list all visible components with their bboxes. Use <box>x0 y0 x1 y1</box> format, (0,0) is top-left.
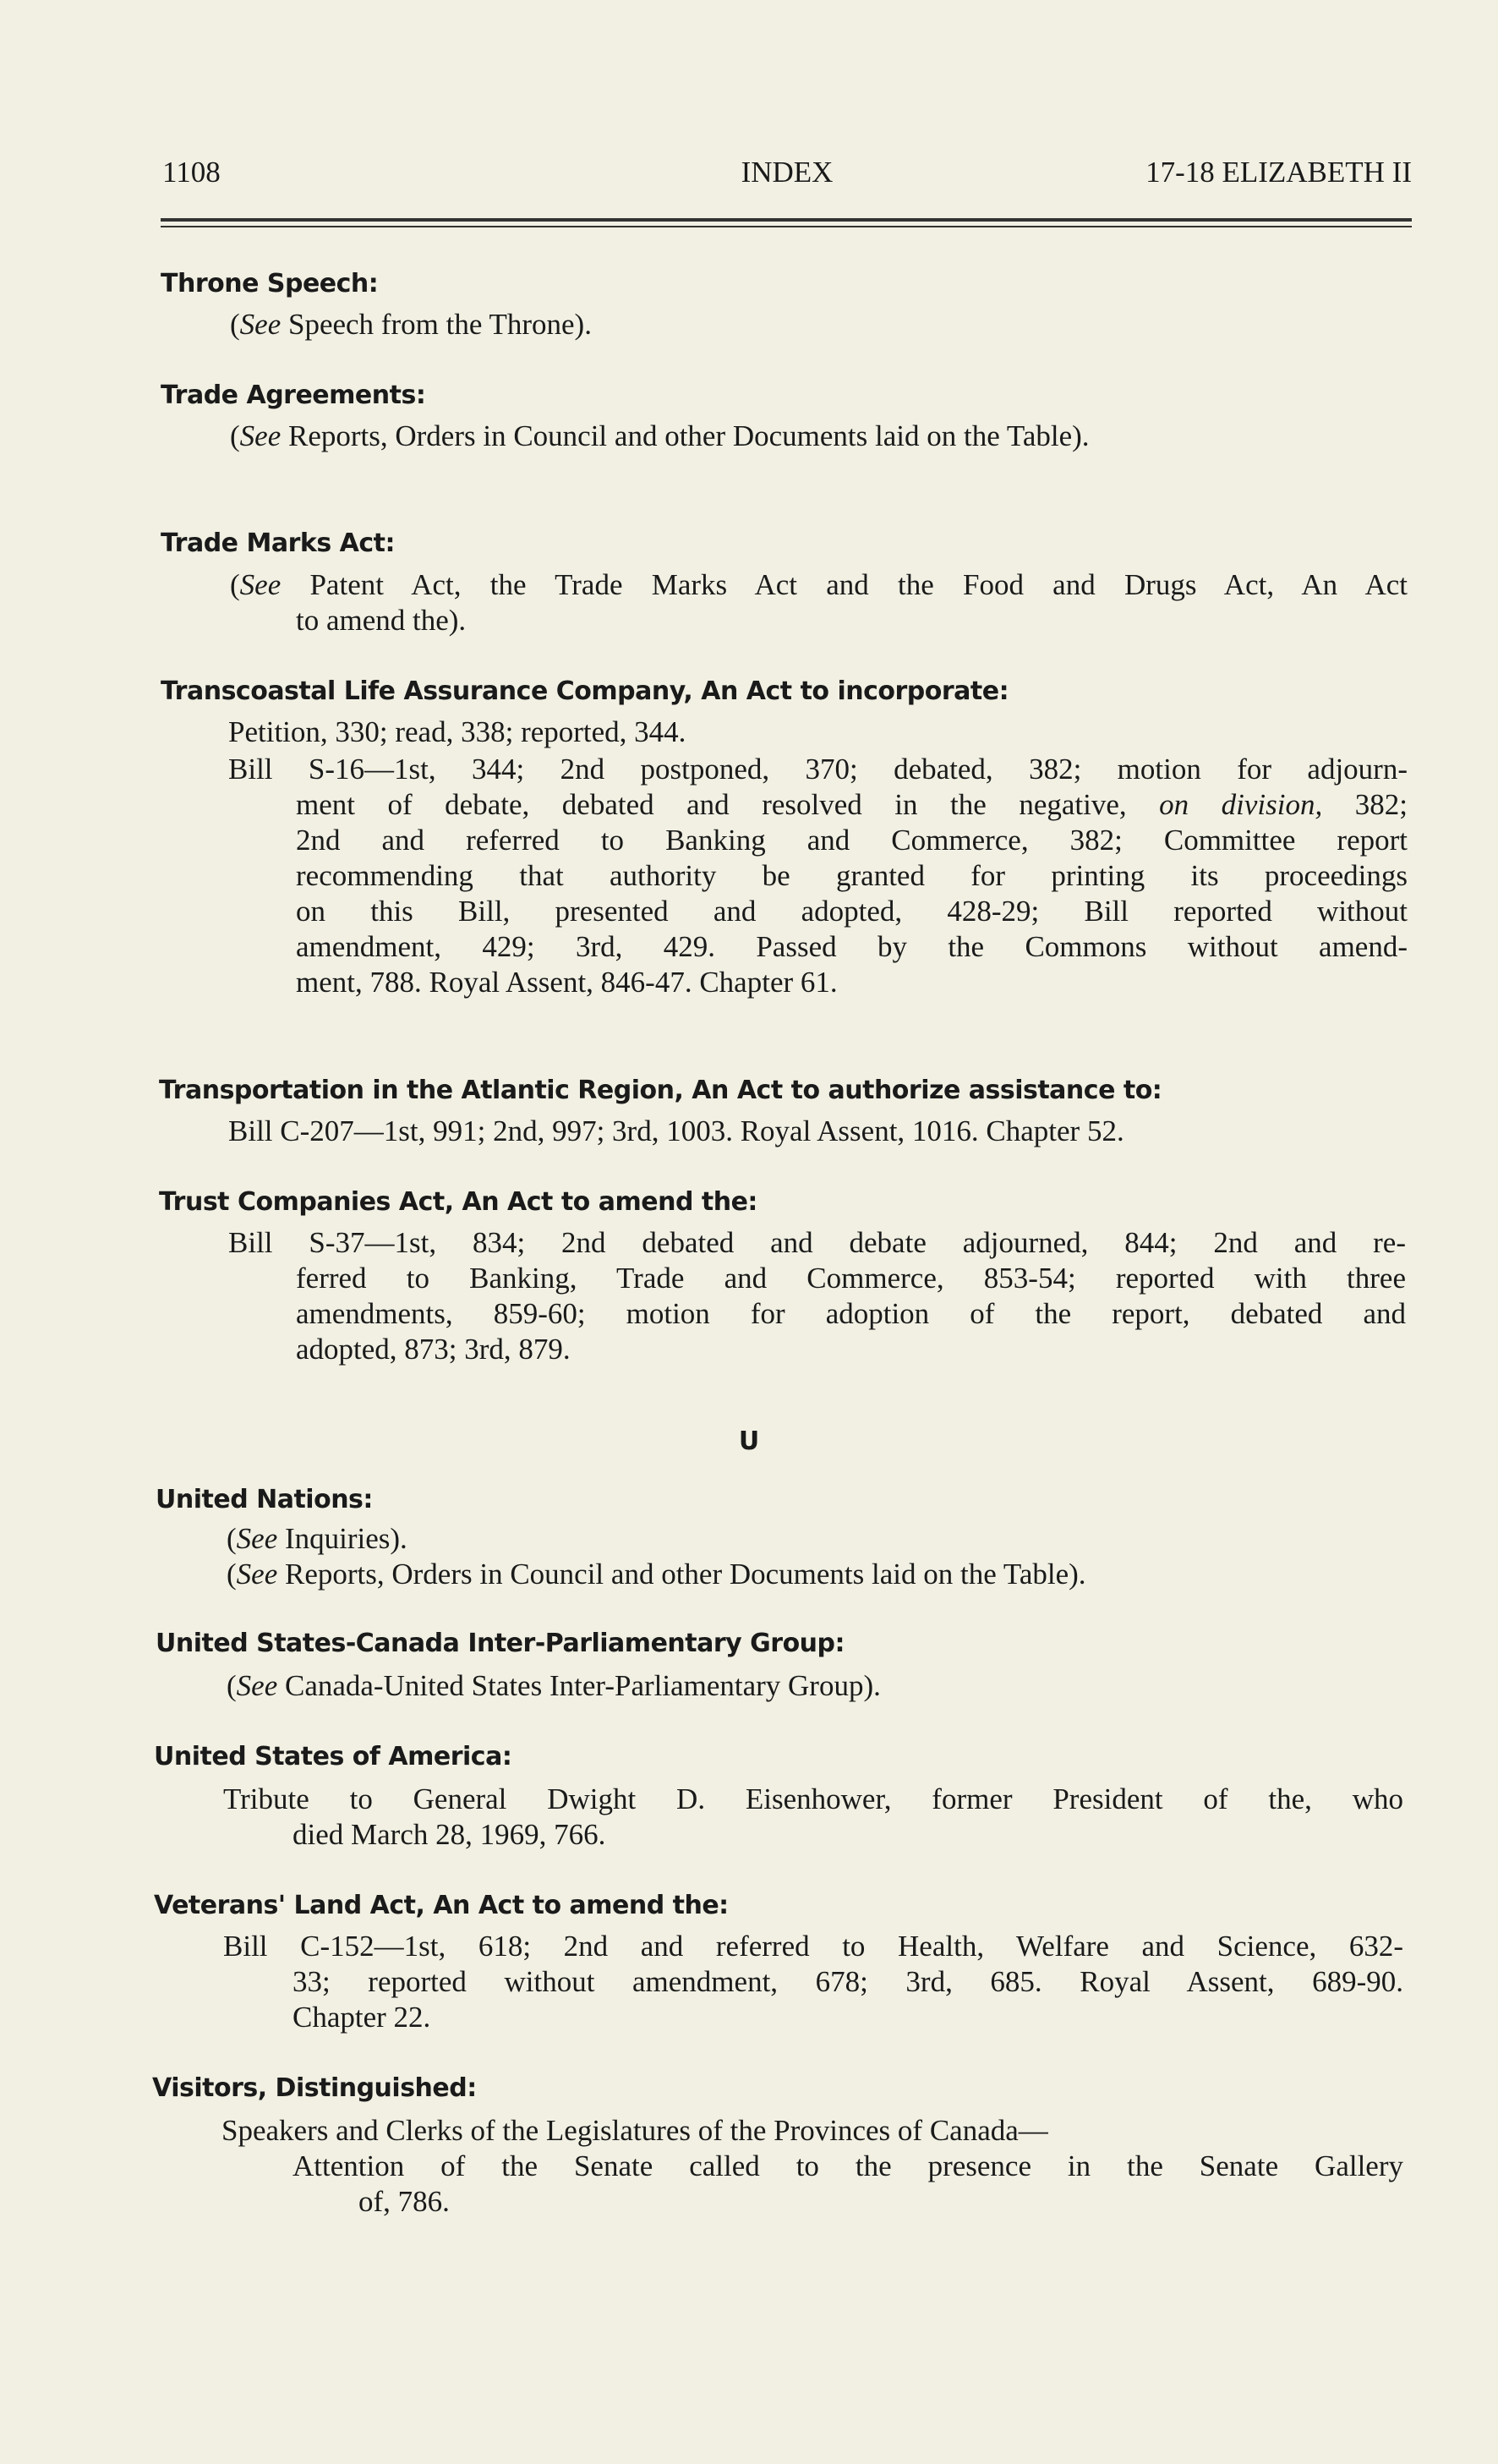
entry-line-text: Canada-United States Inter-Parliamentary Group). <box>277 1669 881 1702</box>
entry-line: amendment, 429; 3rd, 429. Passed by the Commons without amend- <box>296 930 1408 963</box>
entry-line: Speakers and Clerks of the Legislatures of the Provinces of Canada— <box>221 2114 1048 2147</box>
entry-line-text: Inquiries). <box>277 1522 407 1555</box>
header-rule-thin <box>161 226 1412 227</box>
see-label: See <box>236 1522 278 1555</box>
entry-heading: United Nations: <box>156 1485 373 1514</box>
see-label: See <box>236 1558 278 1591</box>
entry-line-text: Reports, Orders in Council and other Documents laid on the Table). <box>277 1558 1086 1591</box>
entry-heading: Trade Marks Act: <box>161 528 395 558</box>
see-label: See <box>239 419 282 452</box>
entry-heading: United States-Canada Inter-Parliamentary Group: <box>156 1629 845 1658</box>
entry-line: Petition, 330; read, 338; reported, 344. <box>228 715 686 748</box>
entry-line: of, 786. <box>358 2185 450 2218</box>
entry-line: Bill S-16—1st, 344; 2nd postponed, 370; debated, 382; motion for adjourn- <box>228 753 1408 786</box>
page-number: 1108 <box>162 156 221 189</box>
entry-heading: Throne Speech: <box>161 269 379 298</box>
entry-line-text: 382; <box>1322 788 1408 821</box>
entry-line-text: Speech from the Throne). <box>281 308 592 341</box>
entry-line: on this Bill, presented and adopted, 428-29; Bill reported without <box>296 895 1408 928</box>
section-letter: U <box>738 1426 760 1456</box>
header-rule-thick <box>161 218 1412 222</box>
entry-line: (See Inquiries). <box>227 1522 407 1555</box>
entry-line: ment, 788. Royal Assent, 846-47. Chapter 61. <box>296 966 838 999</box>
entry-heading: Trade Agreements: <box>161 381 426 410</box>
entry-line-italic: on division, <box>1159 788 1323 821</box>
entry-line: (See Speech from the Throne). <box>230 308 592 341</box>
entry-heading: United States of America: <box>154 1742 512 1771</box>
entry-line: ferred to Banking, Trade and Commerce, 853-54; reported with three <box>296 1262 1406 1295</box>
entry-line: adopted, 873; 3rd, 879. <box>296 1333 571 1366</box>
entry-line: died March 28, 1969, 766. <box>292 1818 606 1851</box>
entry-line-text: ment of debate, debated and resolved in the negative, <box>296 788 1160 821</box>
entry-line: Chapter 22. <box>292 2001 431 2034</box>
entry-line: Tribute to General Dwight D. Eisenhower, former President of the, who <box>223 1782 1403 1815</box>
entry-line: (See Reports, Orders in Council and other Documents laid on the Table). <box>230 419 1090 452</box>
entry-line: to amend the). <box>296 604 467 637</box>
entry-line-text: Reports, Orders in Council and other Documents laid on the Table). <box>281 419 1090 452</box>
volume-title: 17-18 ELIZABETH II <box>1145 156 1412 189</box>
entry-heading: Transcoastal Life Assurance Company, An Act to incorporate: <box>161 676 1009 706</box>
entry-line <box>296 788 1408 822</box>
entry-line: recommending that authority be granted for printing its proceedings <box>296 859 1408 892</box>
entry-heading: Transportation in the Atlantic Region, An Act to authorize assistance to: <box>159 1076 1162 1105</box>
entry-line: Bill C-207—1st, 991; 2nd, 997; 3rd, 1003. Royal Assent, 1016. Chapter 52. <box>228 1114 1124 1147</box>
entry-line: Attention of the Senate called to the presence in the Senate Gallery <box>292 2149 1403 2182</box>
entry-heading: Visitors, Distinguished: <box>152 2073 477 2103</box>
entry-line: (See Canada-United States Inter-Parliamentary Group). <box>227 1669 881 1702</box>
entry-line: Bill S-37—1st, 834; 2nd debated and debate adjourned, 844; 2nd and re- <box>228 1226 1406 1259</box>
entry-line: 2nd and referred to Banking and Commerce, 382; Committee report <box>296 824 1408 857</box>
entry-line: amendments, 859-60; motion for adoption of the report, debated and <box>296 1297 1406 1330</box>
see-label: See <box>236 1669 278 1702</box>
see-label: See <box>239 568 282 601</box>
entry-line-text: Patent Act, the Trade Marks Act and the Food and Drugs Act, An Act <box>281 568 1408 601</box>
entry-line: 33; reported without amendment, 678; 3rd, 685. Royal Assent, 689-90. <box>292 1965 1403 1998</box>
entry-line: Bill C-152—1st, 618; 2nd and referred to Health, Welfare and Science, 632- <box>223 1930 1403 1963</box>
entry-line: (See Reports, Orders in Council and other Documents laid on the Table). <box>227 1558 1086 1591</box>
page-header <box>162 156 1412 198</box>
entry-heading: Trust Companies Act, An Act to amend the: <box>159 1187 757 1217</box>
section-title: INDEX <box>741 156 834 189</box>
see-label: See <box>239 308 282 341</box>
entry-heading: Veterans' Land Act, An Act to amend the: <box>154 1891 729 1920</box>
entry-line: (See Patent Act, the Trade Marks Act and the Food and Drugs Act, An Act <box>230 568 1408 601</box>
